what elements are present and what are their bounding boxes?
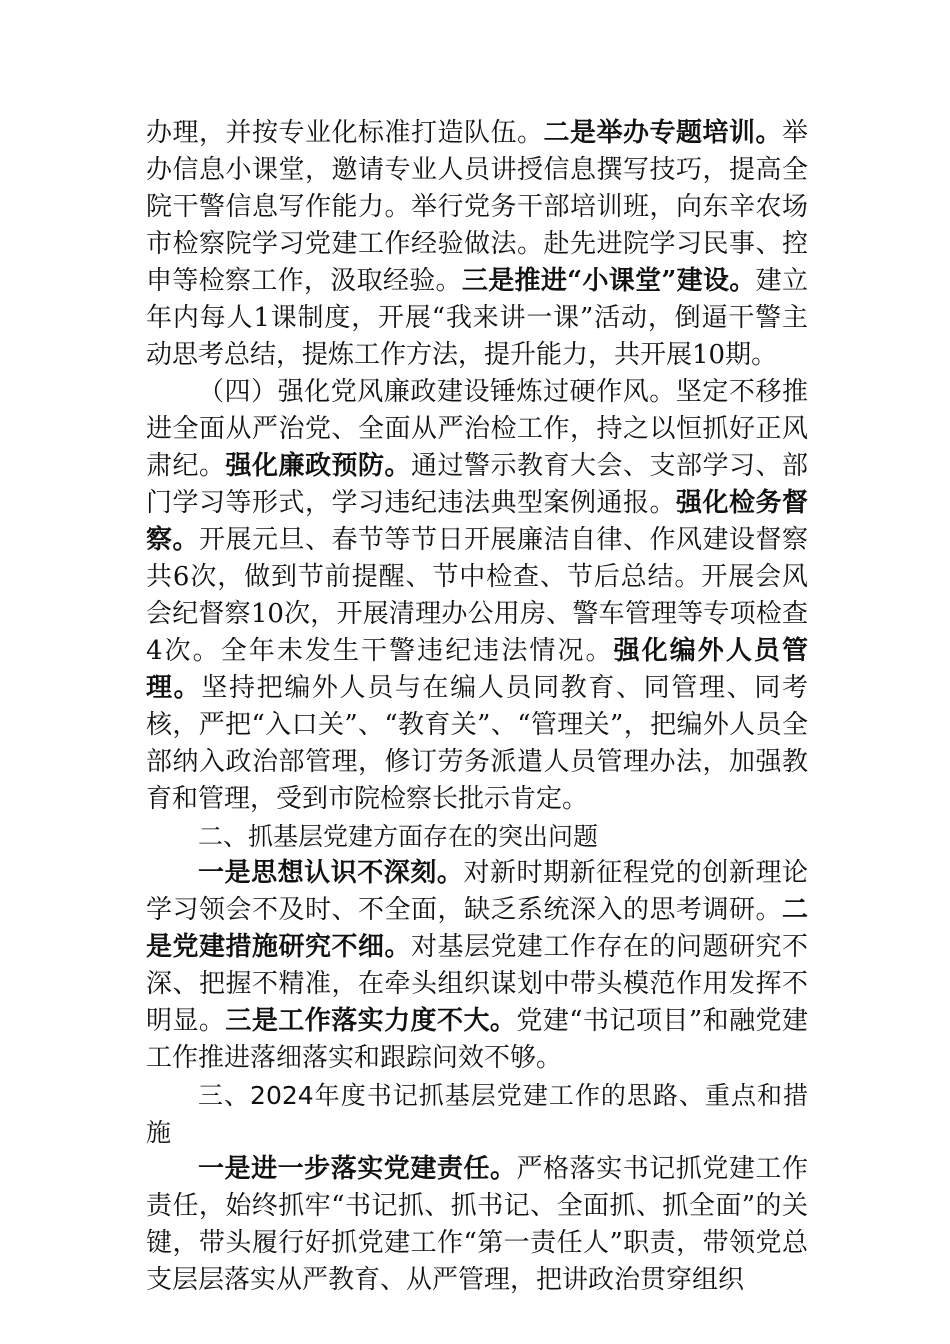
text-span: 坚持把编外人员与在编人员同教育、同管理、同考核，严把“入口关”、“教育关”、“管理关”，把编外人员全部纳入政治部管理，修订劳务派遣人员管理办法，加强教育和管理，受到市院检察长批示肯定。 xyxy=(146,673,808,814)
text-span: （四）强化党风廉政建设锤炼过硬作风。坚定不移推进全面从严治党、全面从严治检工作，持之以恒抓好正风肃纪。 xyxy=(146,377,808,481)
text-span: 对新时期新征程党的创新理论学习领会不及时、不全面，缺乏系统深入的思考调研。 xyxy=(146,858,808,925)
bold-heading-problem-1: 一是思想认识不深刻。 xyxy=(198,858,464,888)
bold-heading-inspection: 强化检务督察。 xyxy=(146,488,808,555)
section-heading-problems xyxy=(146,818,808,855)
section-heading-plan xyxy=(146,1077,808,1151)
paragraph-training xyxy=(146,115,808,374)
bold-heading-problem-2: 二是党建措施研究不细。 xyxy=(146,895,808,962)
text-span: 党建“书记项目”和融党建工作推进落细落实和跟踪问效不够。 xyxy=(146,1006,808,1073)
paragraph-integrity xyxy=(146,374,808,818)
text-span: 举办信息小课堂，邀请专业人员讲授信息撰写技巧，提高全院干警信息写作能力。举行党务干部培训班，向东辛农场市检察院学习党建工作经验做法。赴先进院学习民事、控申等检察工作，汲取经验。 xyxy=(146,118,808,296)
text-span: 建立年内每人1课制度，开展“我来讲一课”活动，倒逼干警主动思考总结，提炼工作方法，提升能力，共开展10期。 xyxy=(146,266,808,370)
text-span: 通过警示教育大会、支部学习、部门学习等形式，学习违纪违法典型案例通报。 xyxy=(146,451,808,518)
bold-heading-problem-3: 三是工作落实力度不大。 xyxy=(225,1006,517,1036)
section-heading-text: 二、抓基层党建方面存在的突出问题 xyxy=(198,822,599,851)
document-body xyxy=(146,115,808,1299)
paragraph-problems xyxy=(146,855,808,1077)
text-span: 办理，并按专业化标准打造队伍。 xyxy=(146,118,544,148)
text-span: 对基层党建工作存在的问题研究不深、把握不精准，在牵头组织谋划中带头模范作用发挥不明显。 xyxy=(146,932,808,1036)
section-heading-text: 三、2024年度书记抓基层党建工作的思路、重点和措施 xyxy=(146,1081,808,1147)
text-span: 开展元旦、春节等节日开展廉洁自律、作风建设督察共6次，做到节前提醒、节中检查、节后总结。开展会风会纪督察10次，开展清理办公用房、警车管理等专项检查4次。全年未发生干警违纪违法情况。 xyxy=(146,525,808,666)
bold-heading-plan-1: 一是进一步落实党建责任。 xyxy=(198,1154,517,1184)
bold-heading-small-classroom: 三是推进“小课堂”建设。 xyxy=(461,266,756,296)
paragraph-plan xyxy=(146,1151,808,1299)
text-span: 严格落实书记抓党建工作责任，始终抓牢“书记抓、抓书记、全面抓、抓全面”的关键，带头履行好抓党建工作“第一责任人”职责，带领党总支层层落实从严教育、从严管理，把讲政治贯穿组织 xyxy=(146,1154,808,1295)
bold-heading-topic-training: 二是举办专题培训。 xyxy=(543,118,782,148)
bold-heading-staff-management: 强化编外人员管理。 xyxy=(146,636,808,703)
bold-heading-prevention: 强化廉政预防。 xyxy=(225,451,411,481)
